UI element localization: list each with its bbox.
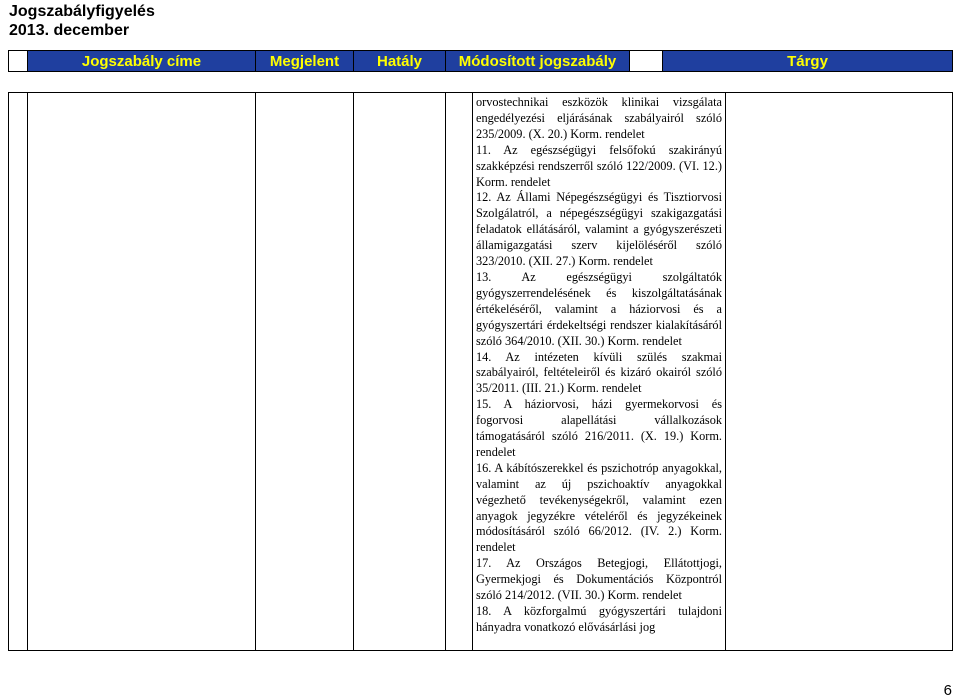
column-header-table (8, 50, 953, 72)
column-header-title: Jogszabály címe (28, 51, 256, 72)
subject-cell (726, 93, 953, 651)
amended-law-cell (473, 93, 726, 651)
column-header-effect: Hatály (354, 51, 446, 72)
document-header (9, 2, 155, 40)
period-label: 2013. december (9, 22, 130, 39)
title-cell (28, 93, 256, 651)
row-number-cell (9, 93, 28, 651)
list-item: orvostechnikai eszközök klinikai vizsgálata engedélyezési eljárásának szabályairól szóló 235/2009. (X. 20.) Korm. rendelet (476, 95, 722, 141)
column-header-subject: Tárgy (663, 51, 953, 72)
header-spacer-cell (9, 51, 28, 72)
header-spacer-cell (630, 51, 663, 72)
column-header-amended-law: Módosított jogszabály (446, 51, 630, 72)
list-item: 16. A kábítószerekkel és pszichotróp anyagokkal, valamint az új pszichoaktív anyagokkal végezhető tevékenységekről, valamint ezen anyagok jegyzékre vételéről és jegyzékeinek módosításáról szóló 66/2012. (IV. 2.) Korm. rendelet (476, 460, 722, 555)
list-item: 12. Az Állami Népegészségügyi és Tisztiorvosi Szolgálatról, a népegészségügyi szakigazgatási feladatok ellátásáról, valamint a gyógyszerészeti államigazgatási szerv kijelöléséről szóló 323/2010. (XII. 27.) Korm. rendelet (476, 190, 722, 269)
published-cell (256, 93, 354, 651)
list-item: 18. A közforgalmú gyógyszertári tulajdoni hányadra vonatkozó elővásárlási jog (476, 604, 722, 634)
list-item: 11. Az egészségügyi felsőfokú szakirányú szakképzési rendszerről szóló 122/2009. (VI. 12.) Korm. rendelet (476, 142, 722, 189)
column-header-published: Megjelent (256, 51, 354, 72)
list-item: 13. Az egészségügyi szolgáltatók gyógyszerrendelésének és kiszolgáltatásának értékeléséről, valamint a háziorvosi és a gyógyszertári érdekeltségi rendszer kialakításáról szóló 364/2010. (XII. 30.) Korm. rendelet (476, 269, 722, 348)
page-number: 6 (943, 682, 952, 699)
legislation-table (8, 92, 953, 651)
spacer-cell (446, 93, 473, 651)
site-name: Jogszabályfigyelés (9, 3, 155, 20)
amended-law-list (473, 93, 725, 650)
list-item: 15. A háziorvosi, házi gyermekorvosi és fogorvosi alapellátási vállalkozások támogatásáról szóló 216/2011. (X. 19.) Korm. rendelet (476, 397, 722, 459)
list-item: 14. Az intézeten kívüli szülés szakmai szabályairól, feltételeiről és kizáró okairól szóló 35/2011. (III. 21.) Korm. rendelet (476, 349, 722, 396)
list-item: 17. Az Országos Betegjogi, Ellátottjogi, Gyermekjogi és Dokumentációs Központról szóló 214/2012. (VII. 30.) Korm. rendelet (476, 556, 722, 603)
effect-cell (354, 93, 446, 651)
